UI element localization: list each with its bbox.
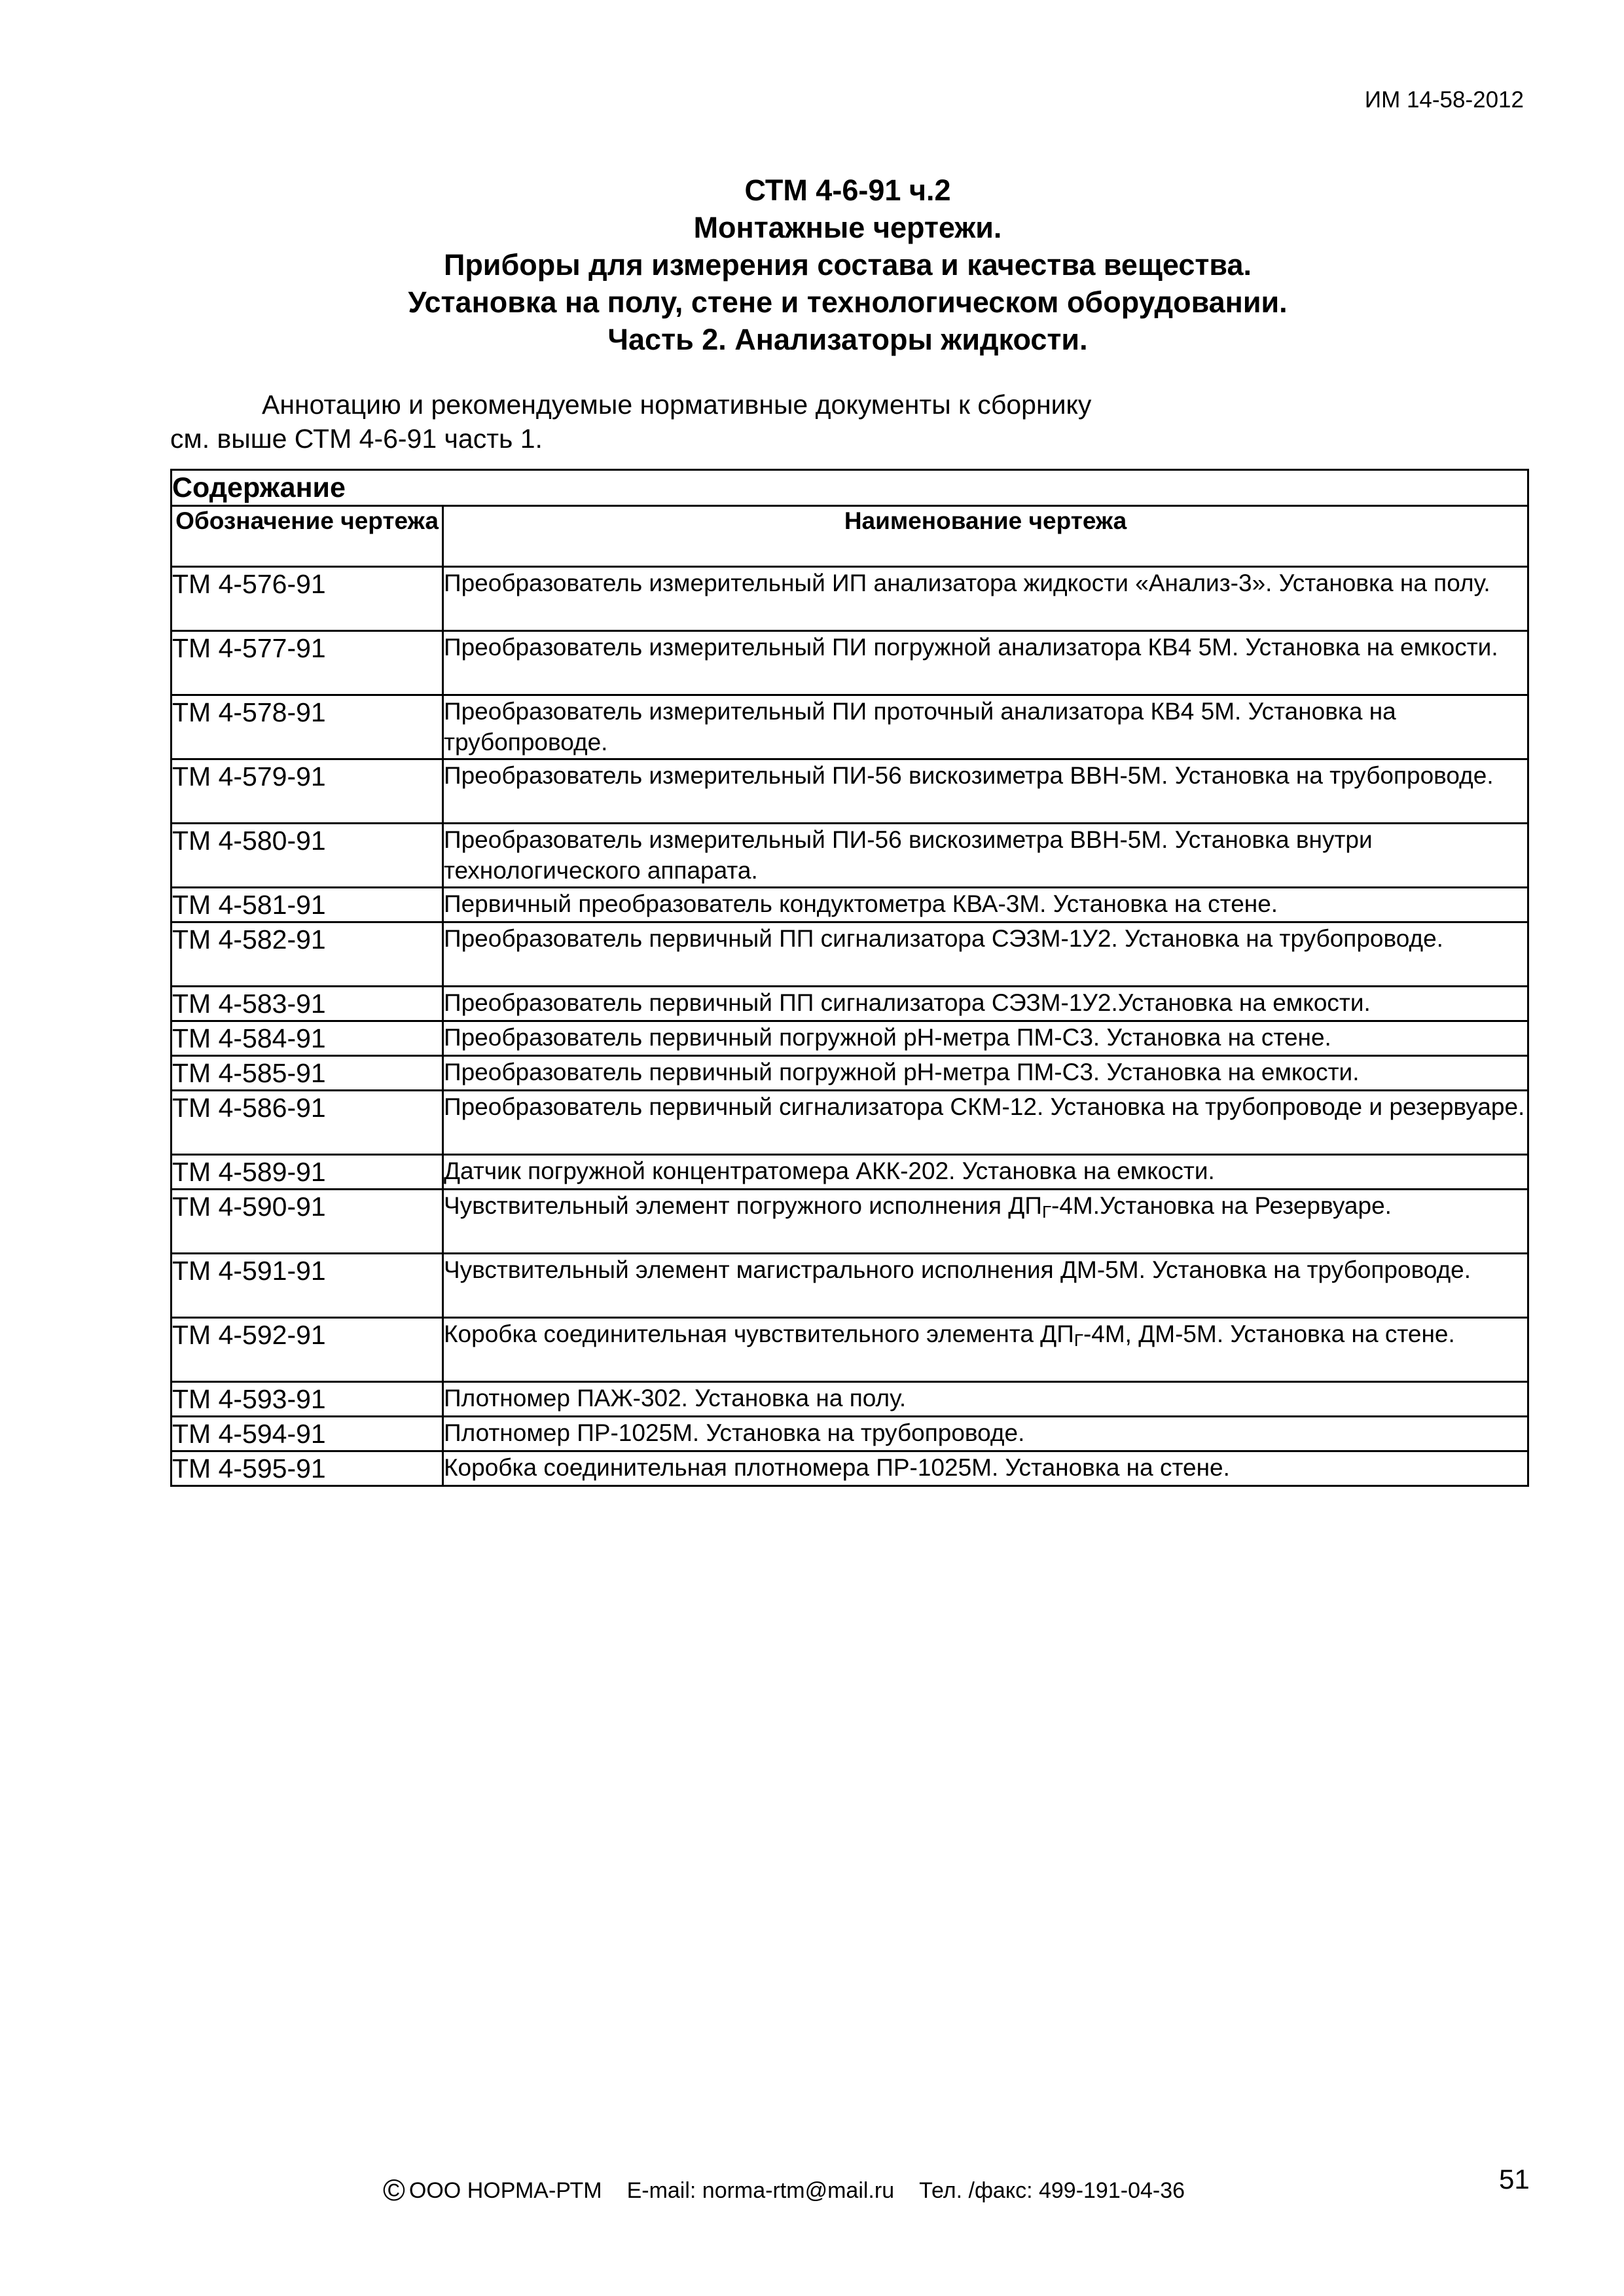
title-line: Установка на полу, стене и технологическом оборудовании. (408, 285, 1288, 319)
drawing-code: ТМ 4-592-91 (171, 1318, 443, 1382)
drawing-name: Коробка соединительная плотномера ПР-1025М. Установка на стене. (443, 1451, 1528, 1486)
table-row (171, 631, 1528, 695)
subscript-g: Г (1074, 1330, 1083, 1350)
drawing-name-part: -4М.Установка на Резервуаре. (1051, 1192, 1392, 1219)
drawing-code: ТМ 4-576-91 (171, 567, 443, 631)
table-row (171, 1417, 1528, 1451)
column-header-name: Наименование чертежа (443, 506, 1528, 567)
annotation-line-2: см. выше СТМ 4-6-91 часть 1. (170, 424, 543, 454)
drawing-name: Датчик погружной концентратомера АКК-202. Установка на емкости. (443, 1155, 1528, 1190)
drawing-code: ТМ 4-578-91 (171, 695, 443, 759)
drawing-name: Преобразователь измерительный ПИ-56 вискозиметра ВВН-5М. Установка внутри технологического аппарата. (443, 824, 1528, 888)
document-code: ИМ 14-58-2012 (1364, 87, 1524, 113)
table-row (171, 922, 1528, 987)
table-row (171, 1021, 1528, 1056)
table-row (171, 1451, 1528, 1486)
drawing-name-part: Коробка соединительная чувствительного элемента ДП (444, 1321, 1074, 1347)
drawing-name: Преобразователь первичный погружной pH-метра ПМ-С3. Установка на емкости. (443, 1056, 1528, 1091)
table-caption-row (171, 470, 1528, 506)
table-row (171, 1155, 1528, 1190)
drawing-code: ТМ 4-590-91 (171, 1190, 443, 1254)
table-row (171, 987, 1528, 1021)
drawing-code: ТМ 4-582-91 (171, 922, 443, 987)
table-row (171, 1091, 1528, 1155)
drawing-code: ТМ 4-584-91 (171, 1021, 443, 1056)
footer (383, 2172, 1185, 2208)
drawing-code: ТМ 4-594-91 (171, 1417, 443, 1451)
title-block (170, 172, 1525, 358)
title-line: СТМ 4-6-91 ч.2 (744, 173, 951, 207)
footer-phone: Тел. /факс: 499-191-04-36 (919, 2178, 1185, 2203)
copyright-icon: © (383, 2173, 405, 2207)
table-row (171, 1056, 1528, 1091)
drawing-code: ТМ 4-580-91 (171, 824, 443, 888)
drawing-code: ТМ 4-586-91 (171, 1091, 443, 1155)
drawing-name: Преобразователь первичный сигнализатора СКМ-12. Установка на трубопроводе и резервуаре. (443, 1091, 1528, 1155)
table-row (171, 567, 1528, 631)
table-row (171, 1318, 1528, 1382)
footer-email: E-mail: norma-rtm@mail.ru (626, 2178, 895, 2203)
drawing-code: ТМ 4-595-91 (171, 1451, 443, 1486)
drawing-code: ТМ 4-579-91 (171, 759, 443, 824)
drawing-name: Преобразователь измерительный ПИ проточный анализатора КВ4 5М. Установка на трубопроводе. (443, 695, 1528, 759)
contents-table (170, 469, 1529, 1487)
drawing-name: Преобразователь первичный погружной pH-метра ПМ-С3. Установка на стене. (443, 1021, 1528, 1056)
footer-company: ООО НОРМА-РТМ (408, 2178, 602, 2203)
title-line: Монтажные чертежи. (693, 211, 1002, 244)
page-number: 51 (1499, 2164, 1530, 2195)
drawing-code: ТМ 4-585-91 (171, 1056, 443, 1091)
drawing-code: ТМ 4-591-91 (171, 1254, 443, 1318)
table-caption: Содержание (171, 470, 1528, 506)
drawing-name: Преобразователь первичный ПП сигнализатора СЭЗМ-1У2.Установка на емкости. (443, 987, 1528, 1021)
drawing-name: Преобразователь измерительный ПИ погружной анализатора КВ4 5М. Установка на емкости. (443, 631, 1528, 695)
table-row (171, 824, 1528, 888)
annotation-line-1: Аннотацию и рекомендуемые нормативные документы к сборнику (262, 390, 1092, 420)
table-row (171, 759, 1528, 824)
drawing-code: ТМ 4-593-91 (171, 1382, 443, 1417)
drawing-name: Плотномер ПР-1025М. Установка на трубопроводе. (443, 1417, 1528, 1451)
table-row (171, 1382, 1528, 1417)
drawing-name: Первичный преобразователь кондуктометра КВА-3М. Установка на стене. (443, 888, 1528, 922)
column-header-code: Обозначение чертежа (171, 506, 443, 567)
drawing-code: ТМ 4-577-91 (171, 631, 443, 695)
drawing-name-part: Чувствительный элемент погружного исполнения ДП (444, 1192, 1042, 1219)
subscript-g: Г (1041, 1202, 1052, 1222)
table-row (171, 1190, 1528, 1254)
table-header-row (171, 506, 1528, 567)
table-row (171, 695, 1528, 759)
drawing-name: Плотномер ПАЖ-302. Установка на полу. (443, 1382, 1528, 1417)
drawing-name: Преобразователь измерительный ИП анализатора жидкости «Анализ-3». Установка на полу. (443, 567, 1528, 631)
annotation (170, 388, 1283, 456)
drawing-name-part: -4М, ДМ-5М. Установка на стене. (1083, 1321, 1455, 1347)
drawing-code: ТМ 4-583-91 (171, 987, 443, 1021)
table-row (171, 888, 1528, 922)
drawing-name: Преобразователь измерительный ПИ-56 вискозиметра ВВН-5М. Установка на трубопроводе. (443, 759, 1528, 824)
title-line: Часть 2. Анализаторы жидкости. (607, 323, 1088, 356)
drawing-name: Чувствительный элемент магистрального исполнения ДМ-5М. Установка на трубопроводе. (443, 1254, 1528, 1318)
drawing-code: ТМ 4-581-91 (171, 888, 443, 922)
drawing-code: ТМ 4-589-91 (171, 1155, 443, 1190)
drawing-name (443, 1190, 1528, 1254)
drawing-name: Преобразователь первичный ПП сигнализатора СЭЗМ-1У2. Установка на трубопроводе. (443, 922, 1528, 987)
title-line: Приборы для измерения состава и качества вещества. (443, 248, 1252, 282)
drawing-name (443, 1318, 1528, 1382)
table-row (171, 1254, 1528, 1318)
